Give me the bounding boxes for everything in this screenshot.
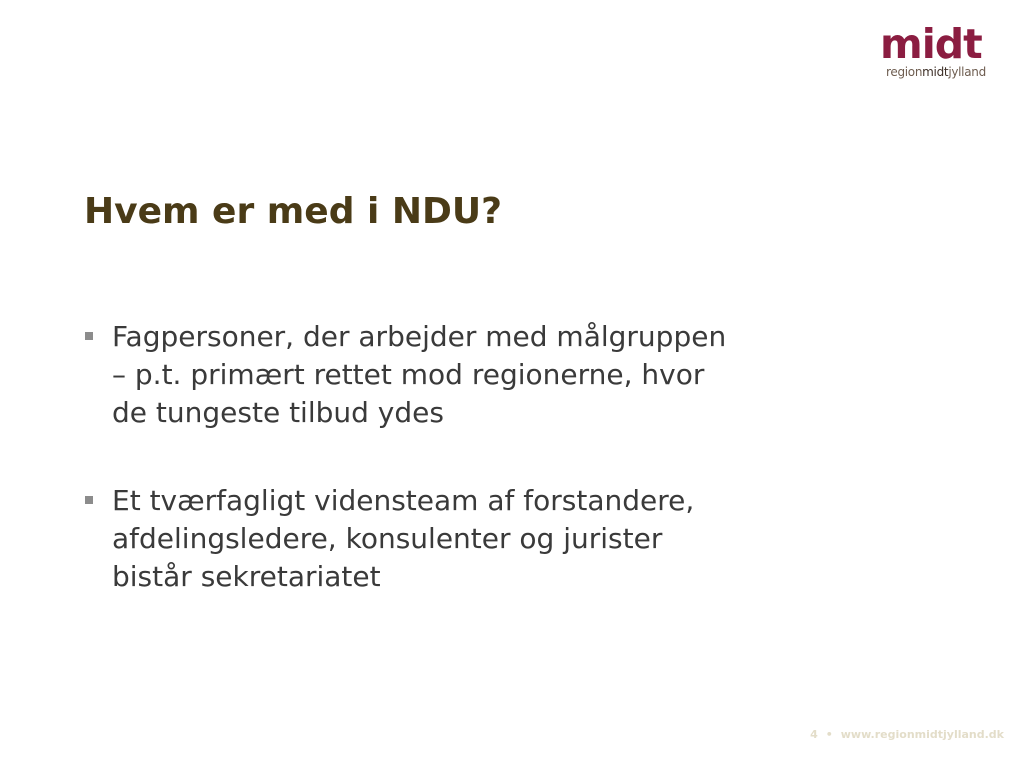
logo-wordmark: midt: [880, 20, 982, 68]
region-midtjylland-logo: [880, 20, 1004, 82]
slide-footer: [810, 728, 1004, 742]
logo-subtitle: [886, 65, 986, 79]
square-bullet-icon: [85, 496, 93, 504]
square-bullet-icon: [85, 332, 93, 340]
footer-url: www.regionmidtjylland.dk: [840, 728, 1004, 741]
footer-separator: •: [825, 728, 833, 741]
bullet-item: [84, 318, 884, 432]
logo-subtitle-suffix: jylland: [948, 65, 986, 79]
bullet-item: [84, 482, 884, 596]
page-number: 4: [810, 728, 818, 741]
logo-subtitle-middle: midt: [922, 65, 949, 79]
logo-subtitle-prefix: region: [886, 65, 923, 79]
bullet-text: Et tværfagligt vidensteam af forstandere, afdelingsledere, konsulenter og jurister bistår sekretariatet: [112, 484, 695, 593]
bullet-list: [84, 318, 884, 646]
slide-title: Hvem er med i NDU?: [84, 191, 502, 232]
bullet-text: Fagpersoner, der arbejder med målgruppen – p.t. primært rettet mod regionerne, hvor de tungeste tilbud ydes: [112, 320, 727, 429]
